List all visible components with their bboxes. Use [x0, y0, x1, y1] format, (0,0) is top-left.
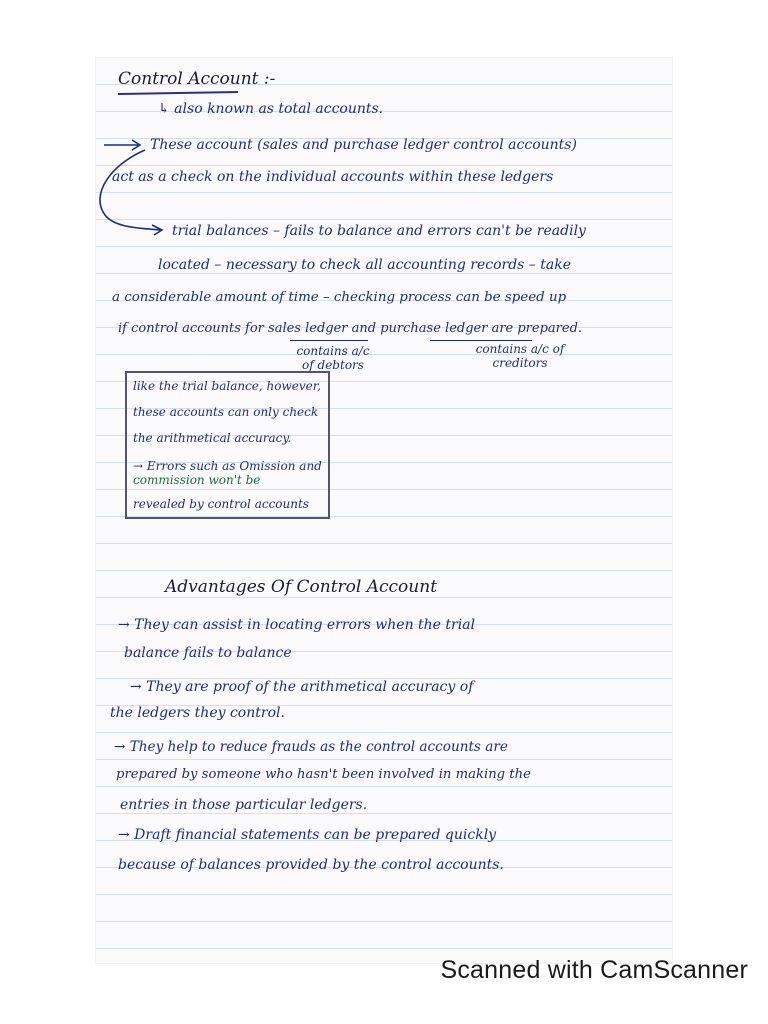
- underline-sales-ledger: [290, 340, 368, 341]
- note-line-7: if control accounts for sales ledger and purchase ledger are prepared.: [118, 321, 583, 336]
- box-line-1: like the trial balance, however,: [133, 379, 321, 393]
- box-line-3: the arithmetical accuracy.: [133, 431, 292, 445]
- advantage-1-line-2: balance fails to balance: [124, 645, 292, 661]
- advantage-3-line-2: prepared by someone who hasn't been involved in making the: [116, 767, 531, 782]
- note-line-2: These account (sales and purchase ledger control accounts): [150, 137, 577, 153]
- box-line-2: these accounts can only check: [133, 405, 319, 419]
- advantage-4-line-2: because of balances provided by the control accounts.: [118, 857, 504, 873]
- advantage-4-line-1: → Draft financial statements can be prepared quickly: [118, 827, 497, 843]
- note-line-6: a considerable amount of time – checking process can be speed up: [112, 290, 567, 305]
- note-box: [125, 371, 330, 519]
- note-line-1: ↳ also known as total accounts.: [158, 101, 384, 117]
- underline-purchase-ledger: [430, 340, 532, 341]
- note-line-4: trial balances – fails to balance and errors can't be readily: [172, 223, 586, 239]
- annotation-creditors: contains a/c of creditors: [475, 342, 565, 370]
- annotation-debtors: contains a/c of debtors: [296, 344, 370, 372]
- note-line-5: located – necessary to check all accounting records – take: [158, 257, 571, 273]
- advantage-3-line-3: entries in those particular ledgers.: [120, 797, 368, 813]
- advantage-3-line-1: → They help to reduce frauds as the control accounts are: [114, 739, 508, 755]
- box-line-5: commission won't be: [133, 473, 261, 487]
- note-line-3: act as a check on the individual accounts within these ledgers: [112, 169, 554, 185]
- advantages-heading: Advantages Of Control Account: [165, 577, 438, 597]
- advantage-2-line-2: the ledgers they control.: [110, 705, 285, 721]
- camscanner-watermark: Scanned with CamScanner: [440, 956, 748, 984]
- box-line-4: → Errors such as Omission and: [133, 459, 322, 473]
- box-line-6: revealed by control accounts: [133, 497, 309, 511]
- advantage-2-line-1: → They are proof of the arithmetical accuracy of: [130, 679, 474, 695]
- advantage-1-line-1: → They can assist in locating errors when the trial: [118, 617, 476, 633]
- page-title: Control Account :-: [118, 69, 276, 89]
